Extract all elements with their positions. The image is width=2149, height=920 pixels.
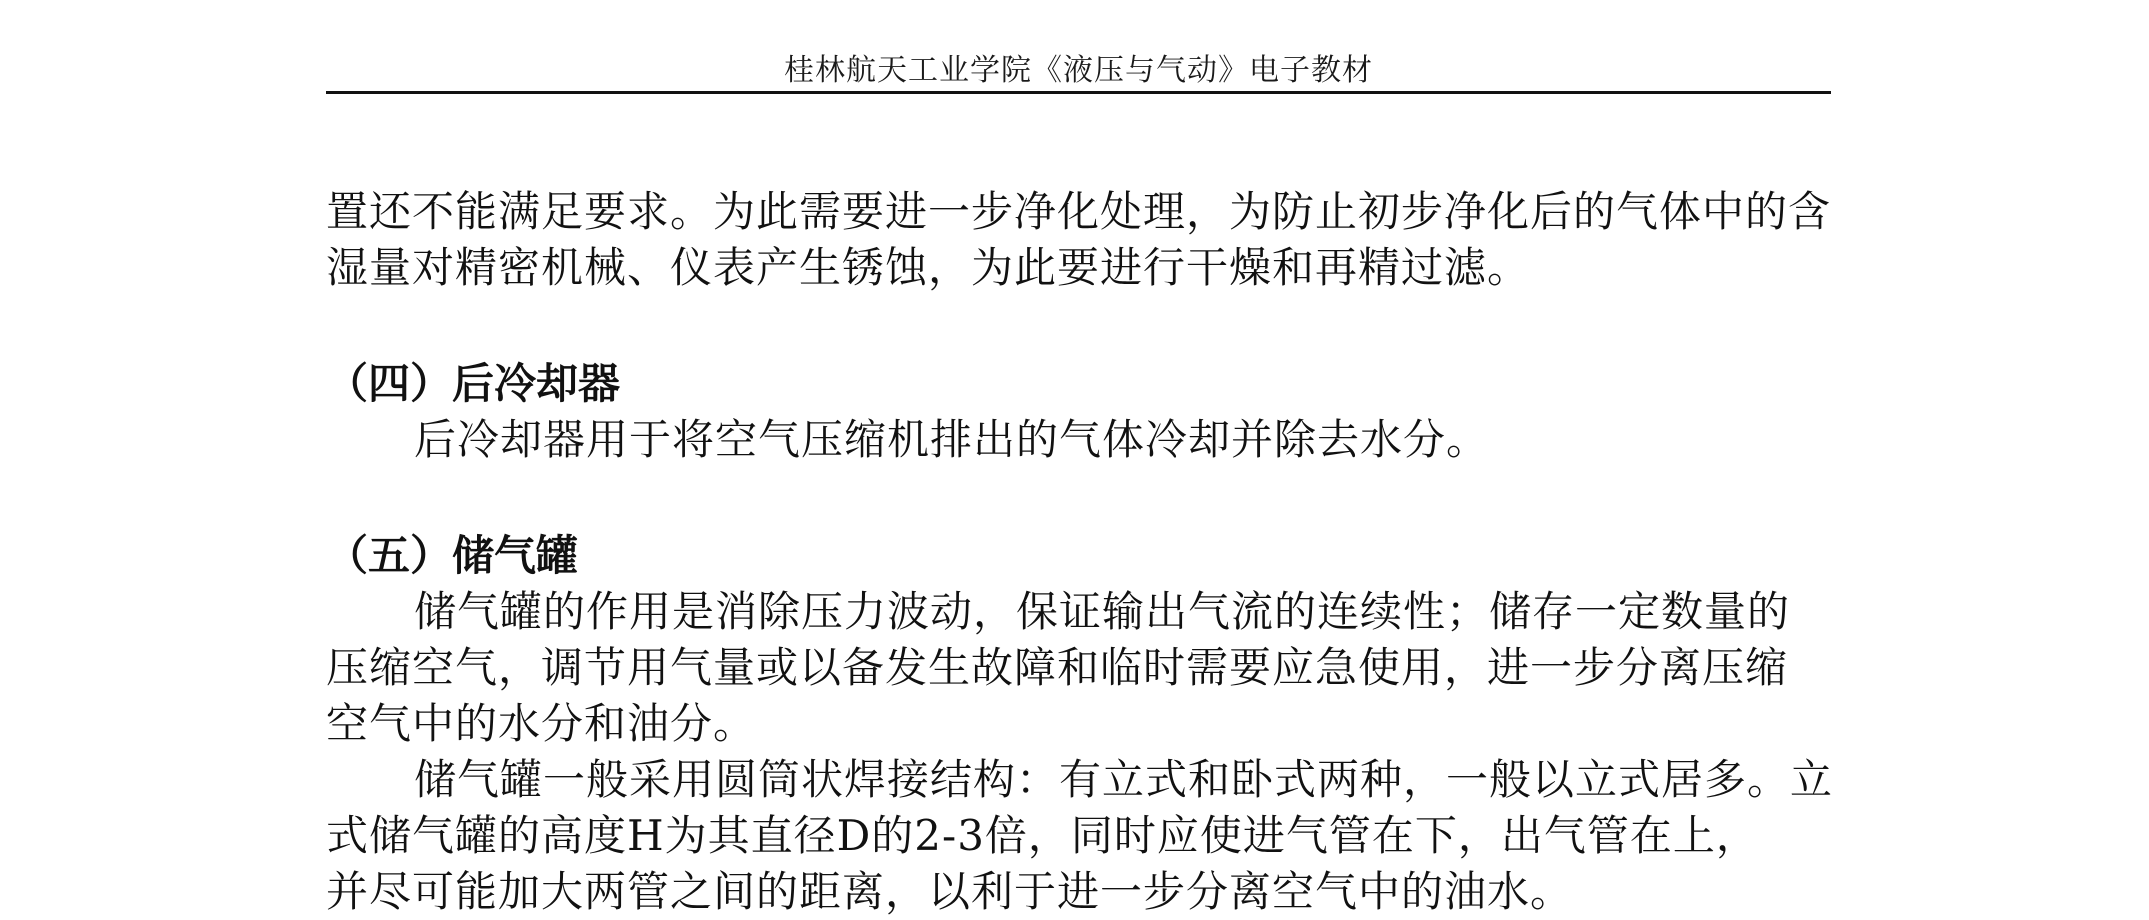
section-air-receiver <box>326 528 1834 920</box>
page-header-title: 桂林航天工业学院《液压与气动》电子教材 <box>784 53 1373 88</box>
air-receiver-p1-line-1: 储气罐的作用是消除压力波动，保证输出气流的连续性；储存一定数量的 <box>414 587 1791 636</box>
section-heading-after-cooler: （四）后冷却器 <box>326 359 621 408</box>
section-after-cooler <box>326 356 1831 468</box>
intro-line-2: 湿量对精密机械、仪表产生锈蚀，为此要进行干燥和再精过滤。 <box>326 243 1531 292</box>
intro-line-1: 置还不能满足要求。为此需要进一步净化处理，为防止初步净化后的气体中的含 <box>326 187 1832 236</box>
header-divider <box>326 91 1831 94</box>
air-receiver-p1-line-2: 压缩空气，调节用气量或以备发生故障和临时需要应急使用，进一步分离压缩 <box>326 643 1789 692</box>
spacer <box>326 296 1831 356</box>
air-receiver-paragraph-2 <box>326 752 1834 920</box>
page-content <box>326 184 1834 920</box>
spacer <box>326 468 1831 528</box>
intro-paragraph <box>326 184 1831 296</box>
air-receiver-p2-line-3: 并尽可能加大两管之间的距离，以利于进一步分离空气中的油水。 <box>326 867 1574 916</box>
air-receiver-p2-line-1: 储气罐一般采用圆筒状焊接结构：有立式和卧式两种，一般以立式居多。立 <box>414 755 1834 804</box>
after-cooler-line-1: 后冷却器用于将空气压缩机排出的气体冷却并除去水分。 <box>414 415 1490 464</box>
air-receiver-p1-line-3: 空气中的水分和油分。 <box>326 699 757 748</box>
air-receiver-paragraph-1 <box>326 584 1831 752</box>
air-receiver-p2-line-2: 式储气罐的高度H为其直径D的2-3倍，同时应使进气管在下，出气管在上， <box>326 811 1759 860</box>
section-heading-air-receiver: （五）储气罐 <box>326 531 579 580</box>
